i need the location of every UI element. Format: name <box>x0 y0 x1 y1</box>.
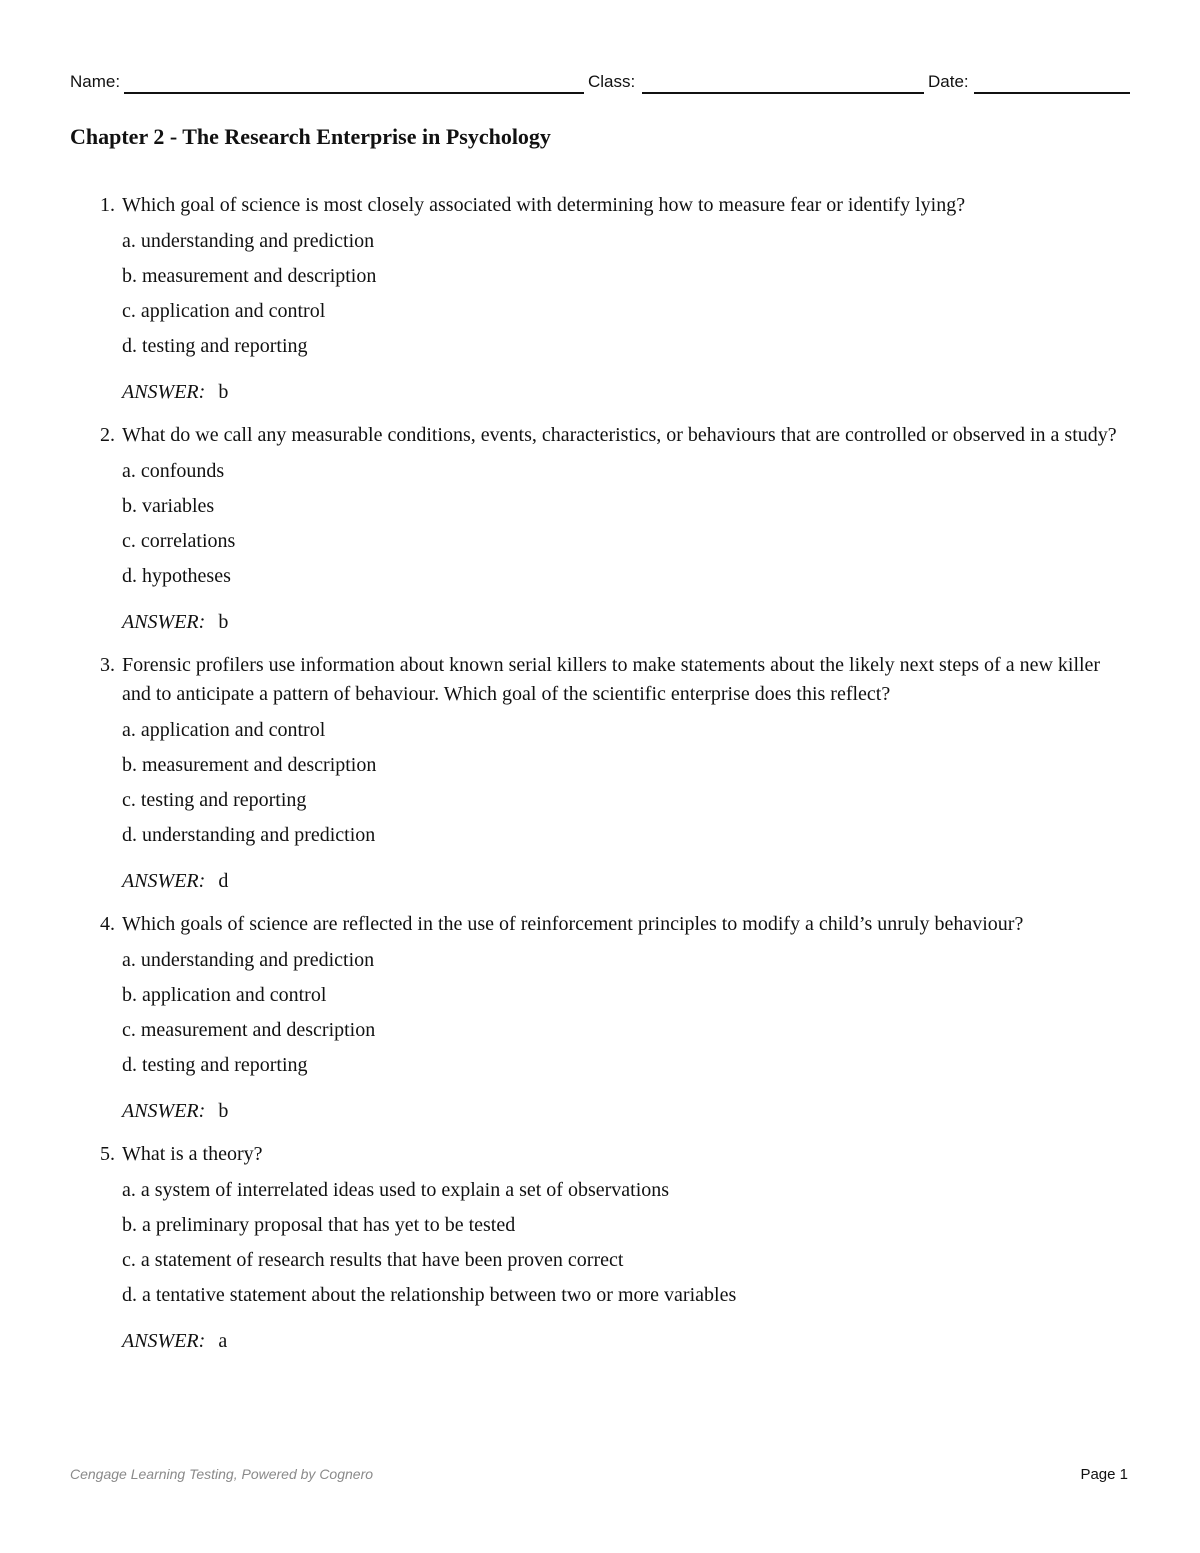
name-field-line[interactable] <box>124 92 584 94</box>
question-stem <box>70 910 1130 939</box>
question-text: Which goal of science is most closely associated with determining how to measure fear or identify lying? <box>122 194 966 216</box>
answer-value: b <box>218 1100 229 1122</box>
answer-line <box>70 865 1130 897</box>
option-d: d. a tentative statement about the relationship between two or more variables <box>122 1284 737 1306</box>
class-label: Class: <box>588 72 636 91</box>
question-text: Which goals of science are reflected in the use of reinforcement principles to modify a child’s unruly behaviour? <box>122 913 1024 935</box>
answer-value: a <box>218 1330 228 1352</box>
footer-credit: Cengage Learning Testing, Powered by Cognero <box>70 1466 374 1482</box>
option-a: a. confounds <box>122 460 225 482</box>
option-b: b. measurement and description <box>122 265 377 287</box>
question-3 <box>70 651 1130 897</box>
question-stem <box>70 1140 1130 1169</box>
option-a: a. application and control <box>122 719 326 741</box>
answer-label: ANSWER: <box>122 611 206 633</box>
question-1 <box>70 191 1130 408</box>
option-c: c. correlations <box>122 530 236 552</box>
option-list <box>70 943 1130 1083</box>
option-list <box>70 713 1130 853</box>
answer-line <box>70 1095 1130 1127</box>
question-number: 5. <box>100 1143 115 1165</box>
question-number: 2. <box>100 424 115 446</box>
answer-line <box>70 376 1130 408</box>
page-footer <box>70 1466 1130 1488</box>
option-b: b. a preliminary proposal that has yet to be tested <box>122 1214 516 1236</box>
question-stem <box>70 651 1130 709</box>
answer-value: b <box>218 611 229 633</box>
option-b: b. measurement and description <box>122 754 377 776</box>
question-text: What do we call any measurable conditions, events, characteristics, or behaviours that are controlled or observed in a study? <box>122 424 1117 446</box>
date-label: Date: <box>928 72 969 91</box>
answer-value: b <box>218 381 229 403</box>
answer-label: ANSWER: <box>122 381 206 403</box>
option-d: d. testing and reporting <box>122 1054 308 1076</box>
page-number: Page 1 <box>1080 1466 1128 1483</box>
option-list <box>70 454 1130 594</box>
class-field-line[interactable] <box>642 92 924 94</box>
answer-value: d <box>218 870 229 892</box>
option-list <box>70 1173 1130 1313</box>
option-d: d. understanding and prediction <box>122 824 376 846</box>
option-b: b. application and control <box>122 984 327 1006</box>
question-text: What is a theory? <box>122 1143 263 1165</box>
option-a: a. a system of interrelated ideas used to explain a set of observations <box>122 1179 670 1201</box>
student-info-header <box>70 72 1130 96</box>
question-text: Forensic profilers use information about known serial killers to make statements about the likely next steps of a new killer and to anticipate a pattern of behaviour. Which goal of the scientific enterprise does this reflect? <box>122 654 1101 705</box>
option-d: d. testing and reporting <box>122 335 308 357</box>
question-list <box>70 191 1130 1370</box>
option-list <box>70 224 1130 364</box>
question-number: 4. <box>100 913 115 935</box>
question-stem <box>70 191 1130 220</box>
question-number: 1. <box>100 194 115 216</box>
option-c: c. a statement of research results that have been proven correct <box>122 1249 624 1271</box>
answer-label: ANSWER: <box>122 870 206 892</box>
option-c: c. measurement and description <box>122 1019 376 1041</box>
name-label: Name: <box>70 72 121 91</box>
option-a: a. understanding and prediction <box>122 949 375 971</box>
answer-label: ANSWER: <box>122 1330 206 1352</box>
option-c: c. testing and reporting <box>122 789 307 811</box>
question-5 <box>70 1140 1130 1357</box>
chapter-title: Chapter 2 - The Research Enterprise in Psychology <box>70 124 551 149</box>
answer-line <box>70 606 1130 638</box>
option-a: a. understanding and prediction <box>122 230 375 252</box>
answer-label: ANSWER: <box>122 1100 206 1122</box>
option-c: c. application and control <box>122 300 326 322</box>
option-b: b. variables <box>122 495 215 517</box>
question-2 <box>70 421 1130 638</box>
question-4 <box>70 910 1130 1127</box>
date-field-line[interactable] <box>974 92 1130 94</box>
option-d: d. hypotheses <box>122 565 231 587</box>
question-stem <box>70 421 1130 450</box>
question-number: 3. <box>100 654 115 676</box>
answer-line <box>70 1325 1130 1357</box>
